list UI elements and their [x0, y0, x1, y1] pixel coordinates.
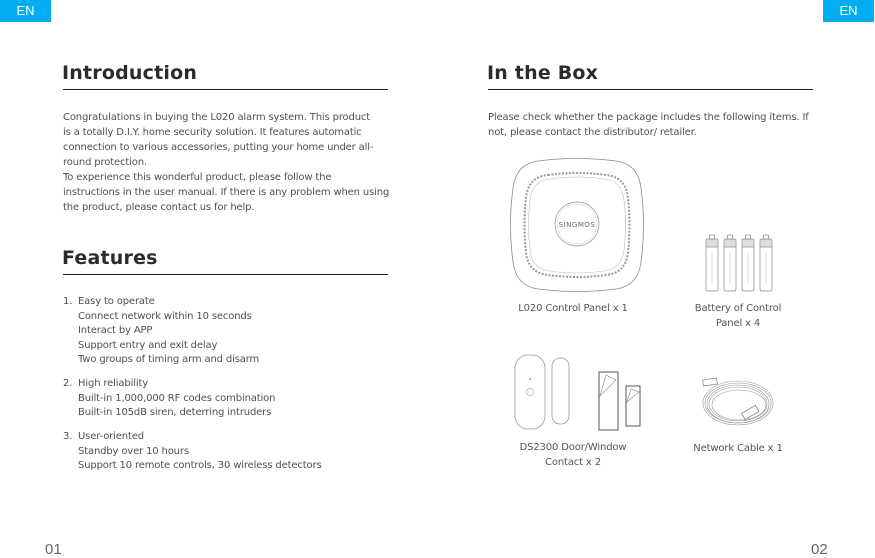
introduction-title: Introduction	[62, 62, 198, 84]
inbox-line: not, please contact the distributor/ retailer.	[488, 127, 697, 138]
introduction-text	[63, 110, 389, 215]
in-the-box-text	[488, 110, 809, 140]
introduction-rule	[63, 89, 388, 90]
control-panel-icon	[508, 158, 646, 292]
feature-number: 3.	[63, 431, 73, 442]
intro-line: To experience this wonderful product, please follow the	[63, 172, 332, 183]
caption-line: L020 Control Panel x 1	[518, 303, 628, 314]
feature-detail: Standby over 10 hours	[78, 445, 189, 457]
feature-heading: Easy to operate	[78, 296, 155, 307]
feature-detail: Support entry and exit delay	[78, 339, 218, 351]
caption-line: Battery of Control	[694, 303, 782, 314]
door-window-contact-caption	[498, 440, 648, 470]
control-panel-logo: SINGMOS	[558, 221, 596, 229]
language-badge-left: EN	[0, 0, 51, 22]
battery-icon	[703, 233, 775, 293]
language-badge-right: EN	[823, 0, 874, 22]
feature-detail: Built-in 1,000,000 RF codes combination	[78, 392, 276, 404]
feature-number: 1.	[63, 296, 73, 307]
caption-line: Contact x 2	[545, 457, 601, 468]
features-title: Features	[62, 247, 158, 269]
caption-line: Panel x 4	[715, 318, 761, 329]
intro-line: is a totally D.I.Y. home security solution. It features automatic	[63, 127, 362, 138]
in-the-box-rule	[488, 89, 813, 90]
page-number-right: 02	[811, 541, 828, 558]
feature-number: 2.	[63, 378, 73, 389]
control-panel-caption	[498, 301, 648, 316]
caption-line: Network Cable x 1	[693, 443, 783, 454]
feature-detail: Two groups of timing arm and disarm	[78, 354, 260, 365]
feature-heading: User-oriented	[78, 431, 144, 442]
caption-line: DS2300 Door/Window	[519, 442, 627, 453]
battery-caption	[678, 301, 798, 331]
feature-detail: Connect network within 10 seconds	[78, 310, 252, 322]
feature-detail: Support 10 remote controls, 30 wireless detectors	[78, 460, 322, 471]
network-cable-icon	[700, 376, 776, 428]
feature-detail: Interact by APP	[78, 325, 153, 336]
feature-heading: High reliability	[78, 378, 149, 389]
network-cable-caption	[678, 441, 798, 456]
door-window-contact-icon	[510, 352, 645, 432]
intro-line: Congratulations in buying the L020 alarm system. This product	[63, 112, 371, 123]
inbox-line: Please check whether the package includes the following items. If	[488, 112, 809, 123]
intro-line: the product, please contact us for help.	[63, 202, 255, 213]
in-the-box-title: In the Box	[487, 62, 599, 84]
page-number-left: 01	[45, 541, 62, 558]
intro-line: connection to various accessories, putting your home under all-	[63, 142, 374, 153]
intro-line: instructions in the user manual. If there is any problem when using	[63, 187, 390, 198]
features-rule	[63, 274, 388, 275]
feature-detail: Built-in 105dB siren, deterring intruders	[78, 407, 272, 418]
intro-line: round protection.	[63, 157, 147, 168]
